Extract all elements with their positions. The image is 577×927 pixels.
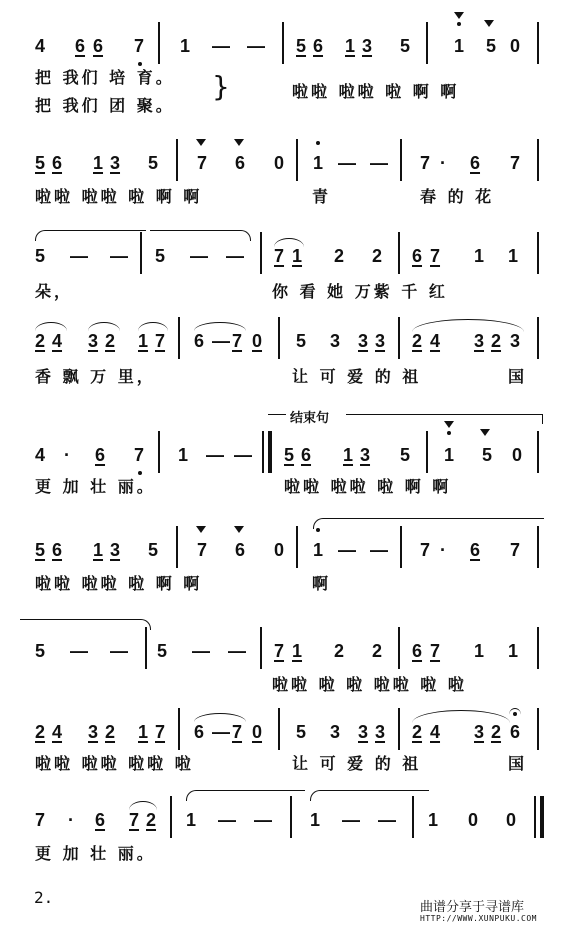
note: 6	[194, 722, 205, 742]
note: 3	[474, 331, 485, 351]
note: 1	[310, 810, 321, 830]
note: 6	[235, 540, 246, 560]
dash: —	[338, 540, 356, 560]
note: 1	[444, 445, 455, 465]
barline	[398, 232, 400, 274]
barline	[158, 22, 160, 64]
barline	[426, 431, 428, 473]
ending-bracket	[268, 414, 286, 415]
note: 6	[52, 540, 63, 560]
note: 3	[330, 331, 341, 351]
note: 2	[35, 331, 46, 351]
lyric: 你 看 她 万紫 千 红	[272, 282, 448, 301]
fermata-arc	[509, 708, 521, 715]
note: 5	[284, 445, 295, 465]
note: 5	[148, 540, 159, 560]
dot: ·	[64, 445, 70, 465]
note: 2	[105, 722, 116, 742]
note: 3	[358, 331, 369, 351]
dash: —	[247, 36, 265, 56]
barline	[537, 139, 539, 181]
note: 7	[134, 36, 145, 56]
note: 7	[420, 153, 431, 173]
note: 1	[474, 246, 485, 266]
high-octave-dot	[316, 141, 320, 145]
note: 7	[510, 540, 521, 560]
lyric: 把 我们 团 聚。	[35, 96, 175, 115]
note: 5	[482, 445, 493, 465]
barline	[537, 22, 539, 64]
barline	[278, 708, 280, 750]
accent-mark	[480, 429, 490, 436]
note: 7	[274, 246, 285, 266]
dot: ·	[440, 540, 446, 560]
lyric: 啦啦 啦啦 啦啦 啦	[35, 754, 194, 773]
note: 6	[470, 540, 481, 560]
note: 1	[178, 445, 189, 465]
barline	[426, 22, 428, 64]
note: 0	[252, 722, 263, 742]
low-octave-dot	[138, 471, 142, 475]
note: 4	[35, 445, 46, 465]
note: 7	[134, 445, 145, 465]
note: 0	[506, 810, 517, 830]
lyric: 让 可 爱 的 祖	[292, 754, 422, 773]
barline	[398, 708, 400, 750]
barline	[176, 526, 178, 568]
note: 1	[508, 641, 519, 661]
note: 4	[35, 36, 46, 56]
tie-end	[20, 619, 151, 630]
accent-mark	[454, 12, 464, 19]
lyric: 把 我们 培 育。	[35, 68, 175, 87]
lyric: 国	[508, 754, 528, 773]
note: 3	[375, 722, 386, 742]
barline	[400, 139, 402, 181]
note: 2	[105, 331, 116, 351]
note: 5	[35, 641, 46, 661]
note: 1	[138, 331, 149, 351]
high-octave-dot	[447, 431, 451, 435]
watermark-text: 曲谱分享于寻谱库	[420, 900, 525, 915]
lyric: 更 加 壮 丽。	[35, 844, 156, 863]
barline	[260, 627, 262, 669]
note: 6	[470, 153, 481, 173]
note: 0	[252, 331, 263, 351]
dash: —	[342, 810, 360, 830]
tie	[186, 790, 305, 801]
dash: —	[192, 641, 210, 661]
note: 1	[292, 641, 303, 661]
note: 4	[430, 722, 441, 742]
dash: —	[212, 722, 230, 742]
watermark-url: HTTP://WWW.XUNPUKU.COM	[420, 914, 537, 923]
note: 5	[296, 36, 307, 56]
note: 0	[274, 540, 285, 560]
note: 6	[235, 153, 246, 173]
lyric: 啦啦 啦啦 啦 啊 啊	[35, 574, 203, 593]
slur	[412, 319, 524, 332]
note: 1	[93, 153, 104, 173]
barline	[400, 526, 402, 568]
barline	[158, 431, 160, 473]
note: 2	[146, 810, 157, 830]
note: 2	[372, 641, 383, 661]
note: 2	[491, 722, 502, 742]
note: 2	[491, 331, 502, 351]
note: 7	[510, 153, 521, 173]
dash: —	[254, 810, 272, 830]
dot: ·	[440, 153, 446, 173]
note: 6	[194, 331, 205, 351]
barline	[268, 431, 272, 473]
verse-brace: }	[212, 70, 230, 103]
note: 1	[345, 36, 356, 56]
note: 1	[186, 810, 197, 830]
note: 4	[52, 331, 63, 351]
note: 5	[400, 445, 411, 465]
note: 7	[232, 722, 243, 742]
dash: —	[226, 246, 244, 266]
dash: —	[110, 246, 128, 266]
barline	[262, 431, 264, 473]
note: 0	[274, 153, 285, 173]
note: 1	[428, 810, 439, 830]
note: 6	[301, 445, 312, 465]
accent-mark	[484, 20, 494, 27]
dash: —	[190, 246, 208, 266]
note: 7	[155, 331, 166, 351]
note: 6	[75, 36, 86, 56]
lyric: 让 可 爱 的 祖	[292, 367, 422, 386]
dot: ·	[68, 810, 74, 830]
note: 2	[35, 722, 46, 742]
note: 5	[486, 36, 497, 56]
note: 7	[430, 641, 441, 661]
tie-start	[35, 230, 146, 241]
lyric: 啦啦 啦 啦 啦啦 啦 啦	[272, 675, 467, 694]
note: 5	[400, 36, 411, 56]
note: 5	[296, 722, 307, 742]
note: 2	[334, 246, 345, 266]
note: 3	[510, 331, 521, 351]
accent-mark	[196, 139, 206, 146]
note: 7	[274, 641, 285, 661]
lyric: 更 加 壮 丽。	[35, 477, 156, 496]
low-octave-dot	[138, 62, 142, 66]
barline	[176, 139, 178, 181]
note: 2	[372, 246, 383, 266]
note: 1	[454, 36, 465, 56]
note: 4	[52, 722, 63, 742]
lyric: 啦啦 啦啦 啦 啊 啊	[284, 477, 452, 496]
barline	[140, 232, 142, 274]
note: 1	[313, 153, 324, 173]
lyric: 春 的 花	[420, 187, 495, 206]
note: 2	[334, 641, 345, 661]
note: 7	[155, 722, 166, 742]
tie-start	[313, 518, 544, 529]
barline	[534, 796, 536, 838]
barline	[178, 708, 180, 750]
note: 7	[197, 153, 208, 173]
dash: —	[110, 641, 128, 661]
note: 3	[360, 445, 371, 465]
barline	[412, 796, 414, 838]
note: 6	[95, 445, 106, 465]
ending-bracket	[346, 414, 542, 415]
accent-mark	[196, 526, 206, 533]
note: 3	[375, 331, 386, 351]
barline	[398, 317, 400, 359]
note: 1	[313, 540, 324, 560]
barline	[537, 526, 539, 568]
note: 3	[330, 722, 341, 742]
note: 7	[420, 540, 431, 560]
note: 6	[510, 722, 521, 742]
note: 5	[35, 246, 46, 266]
dash: —	[370, 540, 388, 560]
lyric: 啊	[312, 574, 332, 593]
barline	[145, 627, 147, 669]
note: 0	[512, 445, 523, 465]
note: 3	[88, 722, 99, 742]
lyric: 朵，	[35, 282, 74, 301]
note: 5	[35, 153, 46, 173]
ending-bracket	[542, 414, 543, 424]
final-barline	[540, 796, 544, 838]
note: 3	[88, 331, 99, 351]
lyric: 啦啦 啦啦 啦 啊 啊	[35, 187, 203, 206]
lyric: 青	[312, 187, 332, 206]
dash: —	[206, 445, 224, 465]
note: 6	[313, 36, 324, 56]
note: 1	[508, 246, 519, 266]
note: 4	[430, 331, 441, 351]
barline	[290, 796, 292, 838]
high-octave-dot	[457, 22, 461, 26]
note: 5	[157, 641, 168, 661]
dash: —	[218, 810, 236, 830]
dash: —	[70, 246, 88, 266]
barline	[282, 22, 284, 64]
note: 0	[468, 810, 479, 830]
accent-mark	[444, 421, 454, 428]
barline	[296, 139, 298, 181]
note: 3	[110, 153, 121, 173]
note: 6	[412, 246, 423, 266]
note: 5	[155, 246, 166, 266]
dash: —	[338, 153, 356, 173]
note: 7	[35, 810, 46, 830]
dash: —	[212, 36, 230, 56]
note: 7	[232, 331, 243, 351]
barline	[537, 431, 539, 473]
lyric: 国	[508, 367, 528, 386]
dash: —	[212, 331, 230, 351]
note: 7	[129, 810, 140, 830]
barline	[537, 317, 539, 359]
barline	[178, 317, 180, 359]
note: 1	[292, 246, 303, 266]
note: 6	[52, 153, 63, 173]
barline	[537, 232, 539, 274]
dash: —	[378, 810, 396, 830]
barline	[398, 627, 400, 669]
note: 1	[138, 722, 149, 742]
barline	[170, 796, 172, 838]
note: 1	[474, 641, 485, 661]
barline	[537, 708, 539, 750]
barline	[260, 232, 262, 274]
note: 5	[296, 331, 307, 351]
accent-mark	[234, 139, 244, 146]
note: 0	[510, 36, 521, 56]
page-number: 2.	[34, 888, 54, 907]
dash: —	[370, 153, 388, 173]
note: 6	[412, 641, 423, 661]
note: 2	[412, 331, 423, 351]
dash: —	[70, 641, 88, 661]
note: 6	[93, 36, 104, 56]
note: 1	[343, 445, 354, 465]
note: 6	[95, 810, 106, 830]
note: 3	[362, 36, 373, 56]
accent-mark	[234, 526, 244, 533]
dash: —	[234, 445, 252, 465]
barline	[296, 526, 298, 568]
note: 7	[197, 540, 208, 560]
note: 3	[358, 722, 369, 742]
dash: —	[228, 641, 246, 661]
note: 1	[180, 36, 191, 56]
barline	[278, 317, 280, 359]
note: 1	[93, 540, 104, 560]
high-octave-dot	[316, 528, 320, 532]
note: 3	[110, 540, 121, 560]
barline	[537, 627, 539, 669]
lyric: 香 飘 万 里，	[35, 367, 156, 386]
lyric: 啦啦 啦啦 啦 啊 啊	[292, 82, 460, 101]
tie-end	[150, 230, 251, 241]
note: 3	[474, 722, 485, 742]
note: 5	[35, 540, 46, 560]
note: 7	[430, 246, 441, 266]
note: 5	[148, 153, 159, 173]
note: 2	[412, 722, 423, 742]
ending-label: 结束句	[290, 411, 330, 426]
